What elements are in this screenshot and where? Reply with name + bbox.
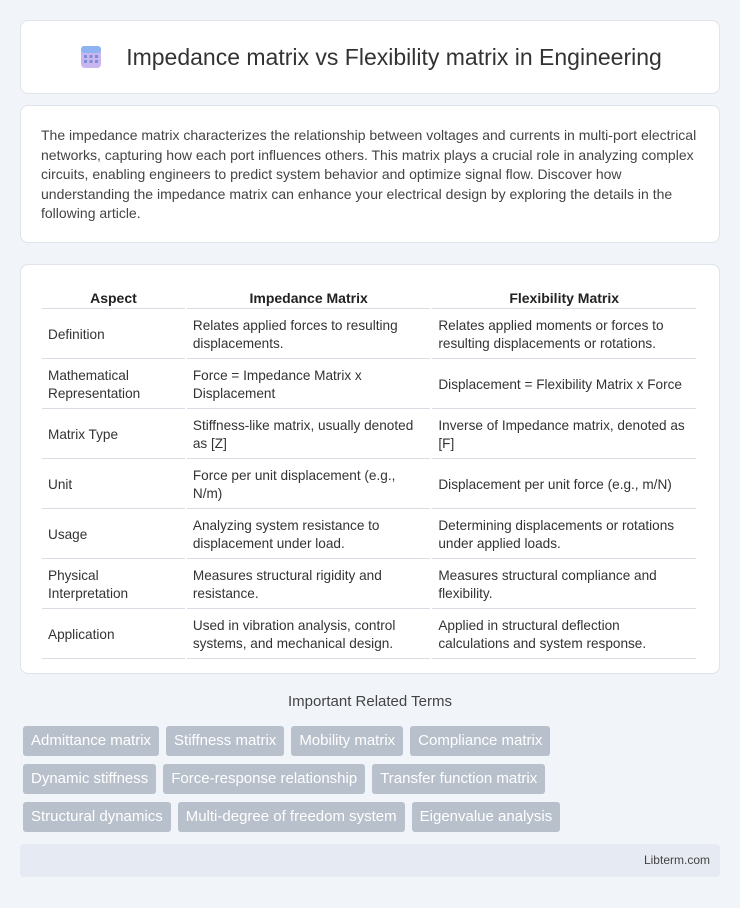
- cell-flexibility: Displacement per unit force (e.g., m/N): [432, 461, 696, 509]
- cell-impedance: Analyzing system resistance to displacement under load.: [187, 511, 430, 559]
- table-row: [42, 311, 696, 359]
- tag-row: [23, 802, 723, 832]
- cell-aspect: Unit: [42, 461, 185, 509]
- cell-flexibility: Applied in structural deflection calculations and system response.: [432, 611, 696, 659]
- related-terms-title: Important Related Terms: [288, 693, 452, 710]
- cell-impedance: Force per unit displacement (e.g., N/m): [187, 461, 430, 509]
- tag-row: [23, 764, 723, 794]
- cell-flexibility: Determining displacements or rotations under applied loads.: [432, 511, 696, 559]
- page-title: Impedance matrix vs Flexibility matrix in Engineering: [126, 43, 662, 70]
- header-aspect: Aspect: [42, 287, 185, 309]
- cell-flexibility: Inverse of Impedance matrix, denoted as [F]: [432, 411, 696, 459]
- cell-flexibility: Relates applied moments or forces to resulting displacements or rotations.: [432, 311, 696, 359]
- tag-force-response-relationship[interactable]: Force-response relationship: [163, 764, 365, 794]
- footer: [20, 844, 720, 877]
- header-impedance: Impedance Matrix: [187, 287, 430, 309]
- table-header-row: [42, 287, 696, 309]
- cell-aspect: Usage: [42, 511, 185, 559]
- table-row: [42, 411, 696, 459]
- cell-impedance: Relates applied forces to resulting displacements.: [187, 311, 430, 359]
- table-row: [42, 611, 696, 659]
- title-card: [20, 20, 720, 94]
- tag-mobility-matrix[interactable]: Mobility matrix: [291, 726, 403, 756]
- related-terms-list: [23, 726, 723, 840]
- cell-aspect: Application: [42, 611, 185, 659]
- cell-aspect: Matrix Type: [42, 411, 185, 459]
- calculator-icon: [78, 44, 104, 70]
- intro-card: [20, 105, 720, 243]
- header-flexibility: Flexibility Matrix: [432, 287, 696, 309]
- cell-impedance: Measures structural rigidity and resistance.: [187, 561, 430, 609]
- cell-impedance: Stiffness-like matrix, usually denoted as [Z]: [187, 411, 430, 459]
- cell-flexibility: Measures structural compliance and flexibility.: [432, 561, 696, 609]
- cell-aspect: Physical Interpretation: [42, 561, 185, 609]
- comparison-card: [20, 264, 720, 674]
- table-row: [42, 361, 696, 409]
- tag-compliance-matrix[interactable]: Compliance matrix: [410, 726, 550, 756]
- tag-dynamic-stiffness[interactable]: Dynamic stiffness: [23, 764, 156, 794]
- cell-flexibility: Displacement = Flexibility Matrix x Force: [432, 361, 696, 409]
- cell-impedance: Used in vibration analysis, control systems, and mechanical design.: [187, 611, 430, 659]
- table-row: [42, 511, 696, 559]
- cell-aspect: Mathematical Representation: [42, 361, 185, 409]
- comparison-table: [40, 285, 698, 661]
- tag-eigenvalue-analysis[interactable]: Eigenvalue analysis: [412, 802, 561, 832]
- intro-text: The impedance matrix characterizes the relationship between voltages and currents in multi-port electrical networks, capturing how each port influences others. This matrix plays a crucial role in analyzing complex circuits, enabling engineers to predict system behavior and optimize signal flow. Discover how understanding the impedance matrix can enhance your electrical design by exploring the details in the following article.: [41, 127, 697, 222]
- tag-structural-dynamics[interactable]: Structural dynamics: [23, 802, 171, 832]
- table-row: [42, 561, 696, 609]
- tag-multi-degree-of-freedom-system[interactable]: Multi-degree of freedom system: [178, 802, 405, 832]
- cell-impedance: Force = Impedance Matrix x Displacement: [187, 361, 430, 409]
- tag-admittance-matrix[interactable]: Admittance matrix: [23, 726, 159, 756]
- tag-stiffness-matrix[interactable]: Stiffness matrix: [166, 726, 284, 756]
- tag-transfer-function-matrix[interactable]: Transfer function matrix: [372, 764, 545, 794]
- cell-aspect: Definition: [42, 311, 185, 359]
- table-row: [42, 461, 696, 509]
- tag-row: [23, 726, 723, 756]
- footer-brand-link[interactable]: Libterm.com: [643, 853, 710, 867]
